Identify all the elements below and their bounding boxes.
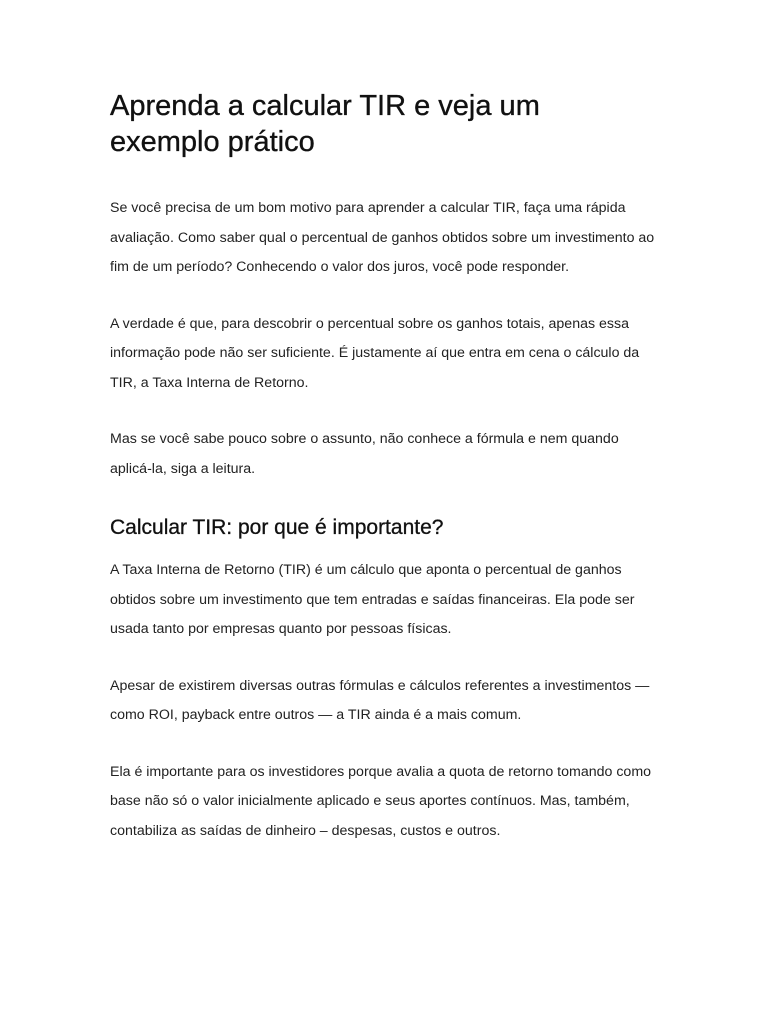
article-title: Aprenda a calcular TIR e veja um exemplo prático — [110, 90, 540, 158]
intro-paragraph-1: Se você precisa de um bom motivo para aprender a calcular TIR, faça uma rápida avaliação. Como saber qual o percentual de ganhos obtidos sobre um investimento ao fim de um período? Conhecendo o valor dos juros, você pode responder. — [110, 200, 655, 275]
intro-paragraph-2: A verdade é que, para descobrir o percentual sobre os ganhos totais, apenas essa informação pode não ser suficiente. É justamente aí que entra em cena o cálculo da TIR, a Taxa Interna de Retorno. — [110, 315, 640, 391]
section-paragraph-1: A Taxa Interna de Retorno (TIR) é um cálculo que aponta o percentual de ganhos obtidos sobre um investimento que tem entradas e saídas financeiras. Ela pode ser usada tanto por empresas quanto por pessoas físicas. — [110, 562, 635, 637]
intro-paragraph-3: Mas se você sabe pouco sobre o assunto, não conhece a fórmula e nem quando aplicá-la, siga a leitura. — [110, 431, 619, 477]
section-heading: Calcular TIR: por que é importante? — [110, 516, 444, 539]
section-paragraph-2: Apesar de existirem diversas outras fórmulas e cálculos referentes a investimentos — como ROI, payback entre outros — a TIR ainda é a mais comum. — [110, 677, 650, 723]
section-paragraph-3: Ela é importante para os investidores porque avalia a quota de retorno tomando como base não só o valor inicialmente aplicado e seus aportes contínuos. Mas, também, contabiliza as saídas de dinheiro – despesas, custos e outros. — [110, 763, 652, 839]
